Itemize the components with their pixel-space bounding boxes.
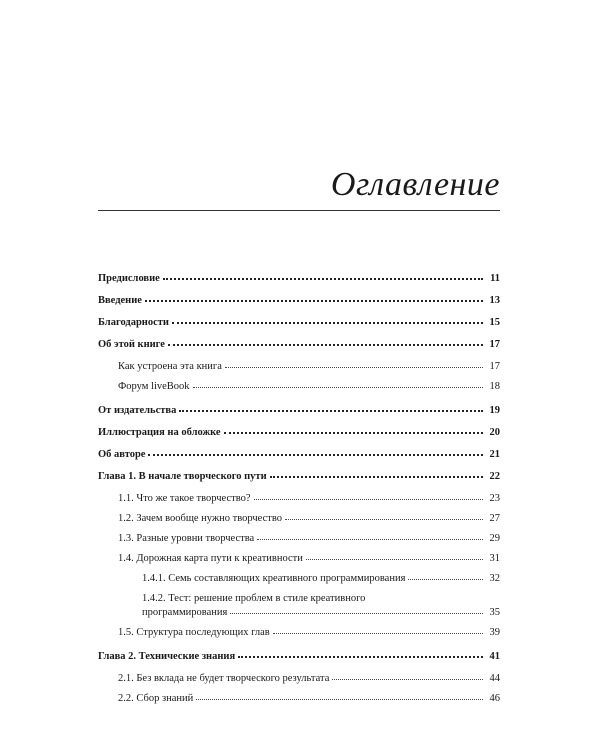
toc-entry-section-1-4-2[interactable]: [98, 592, 500, 620]
toc-entry-page: 32: [489, 573, 500, 584]
toc-entry-title: 2.1. Без вклада не будет творческого результата: [118, 673, 330, 684]
toc-entry-section-1-2[interactable]: [98, 512, 500, 526]
title-divider: [98, 210, 500, 211]
toc-entry-section-1-3[interactable]: [98, 532, 500, 546]
toc-entry-title: Благодарности: [98, 317, 169, 328]
toc-entry-publisher[interactable]: [98, 404, 500, 418]
toc-entry-title: Иллюстрация на обложке: [98, 427, 221, 438]
dot-leader: [408, 579, 483, 580]
toc-entry-cover[interactable]: [98, 426, 500, 440]
toc-entry-chapter-2[interactable]: [98, 650, 500, 664]
toc-entry-chapter-1[interactable]: [98, 470, 500, 484]
toc-entry-page: 17: [489, 339, 500, 350]
toc-entry-section-1-1[interactable]: [98, 492, 500, 506]
toc-entry-page: 23: [489, 493, 500, 504]
dot-leader: [257, 539, 483, 540]
dot-leader: [254, 499, 484, 500]
dot-leader: [172, 322, 483, 324]
toc-entry-page: 11: [490, 273, 500, 284]
toc-entry-page: 21: [489, 449, 500, 460]
page-title: Оглавление: [330, 166, 500, 203]
toc-entry-thanks[interactable]: [98, 316, 500, 330]
toc-entry-title: 2.2. Сбор знаний: [118, 693, 194, 704]
toc-entry-title-line1: 1.4.2. Тест: решение проблем в стиле креативного: [142, 593, 366, 604]
toc-entry-intro[interactable]: [98, 294, 500, 308]
toc-entry-title: Глава 2. Технические знания: [98, 651, 236, 662]
dot-leader: [270, 476, 483, 478]
toc-entry-section-1-5[interactable]: [98, 626, 500, 640]
toc-entry-title: Форум liveBook: [118, 381, 190, 392]
toc-entry-title: Об авторе: [98, 449, 146, 460]
toc-entry-title: 1.5. Структура последующих глав: [118, 627, 270, 638]
toc-entry-page: 15: [489, 317, 500, 328]
toc-entry-section-1-4[interactable]: [98, 552, 500, 566]
dot-leader: [306, 559, 483, 560]
toc-entry-title: 1.4. Дорожная карта пути к креативности: [118, 553, 303, 564]
toc-entry-page: 18: [489, 381, 500, 392]
toc-entry-page: 31: [489, 553, 500, 564]
dot-leader: [224, 432, 483, 434]
dot-leader: [193, 387, 483, 388]
toc-entry-page: 29: [489, 533, 500, 544]
toc-entry-page: 27: [489, 513, 500, 524]
dot-leader: [168, 344, 483, 346]
toc-entry-page: 22: [489, 471, 500, 482]
toc-entry-book-structure[interactable]: [98, 360, 500, 374]
toc-entry-forum[interactable]: [98, 380, 500, 394]
toc-entry-author[interactable]: [98, 448, 500, 462]
dot-leader: [148, 454, 483, 456]
dot-leader: [145, 300, 483, 302]
toc-entry-page: 46: [489, 693, 500, 704]
dot-leader: [163, 278, 483, 280]
toc-entry-page: 41: [489, 651, 500, 662]
toc-entry-title: Глава 1. В начале творческого пути: [98, 471, 267, 482]
toc-entry-title: Введение: [98, 295, 142, 306]
dot-leader: [273, 633, 483, 634]
dot-leader: [179, 410, 483, 412]
dot-leader: [332, 679, 483, 680]
dot-leader: [285, 519, 483, 520]
toc-entry-page: 39: [489, 627, 500, 638]
toc-entry-page: 44: [489, 673, 500, 684]
toc-entry-preface[interactable]: [98, 272, 500, 286]
toc-entry-title: 1.3. Разные уровни творчества: [118, 533, 255, 544]
toc-entry-title-line2: программирования: [142, 607, 228, 618]
toc-entry-page: 17: [489, 361, 500, 372]
toc-entry-title: Об этой книге: [98, 339, 165, 350]
toc-entry-page: 35: [489, 607, 500, 618]
toc-entry-about-book[interactable]: [98, 338, 500, 352]
toc-entry-title: От издательства: [98, 405, 177, 416]
toc-entry-page: 20: [489, 427, 500, 438]
toc-entry-title: Предисловие: [98, 273, 160, 284]
dot-leader: [225, 367, 483, 368]
toc-entry-title: 1.1. Что же такое творчество?: [118, 493, 251, 504]
dot-leader: [230, 613, 483, 614]
dot-leader: [196, 699, 483, 700]
toc-entry-section-2-2[interactable]: [98, 692, 500, 706]
toc-entry-title: 1.2. Зачем вообще нужно творчество: [118, 513, 282, 524]
table-of-contents: [98, 272, 500, 712]
dot-leader: [238, 656, 483, 658]
toc-entry-title: 1.4.1. Семь составляющих креативного программирования: [142, 573, 406, 584]
toc-entry-section-2-1[interactable]: [98, 672, 500, 686]
toc-entry-section-1-4-1[interactable]: [98, 572, 500, 586]
toc-entry-page: 19: [489, 405, 500, 416]
toc-entry-page: 13: [489, 295, 500, 306]
toc-entry-title: Как устроена эта книга: [118, 361, 222, 372]
